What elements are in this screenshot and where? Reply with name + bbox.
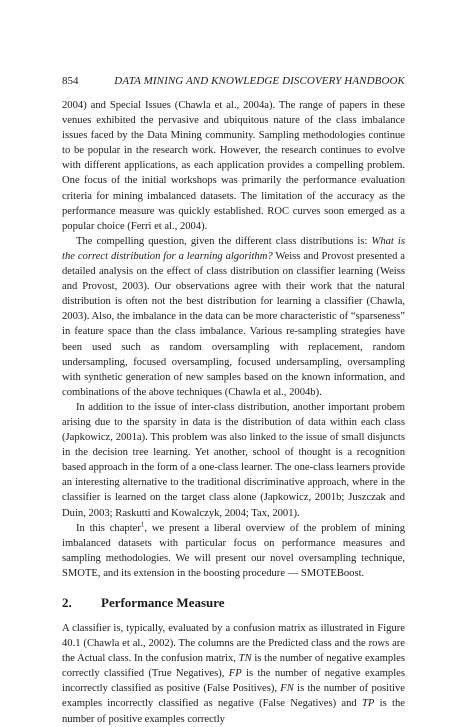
page-content (62, 74, 405, 727)
paragraph-2 (62, 234, 405, 400)
paragraph-2-lead: The compelling question, given the different class distributions is: (76, 235, 372, 247)
page-number: 854 (62, 75, 79, 87)
math-fn: FN (280, 683, 294, 695)
paragraph-2-rest: Weiss and Provost presented a detailed analysis on the effect of class distribution on classifier learning (Weiss and Provost, 2003). Our observations agree with their work that the natural distribution is often not the best distribution for learning a classifier (Chawla, 2003). Also, the imbalance in the data can be more characteristic of “sparseness” in feature space than the class imbalance. Various re-sampling strategies have been used such as random oversampling with replacement, random undersampling, focused oversampling, focused undersampling, oversampling with synthetic generation of new samples based on the known information, and combinations of the above techniques (Chawla et al., 2004b). (62, 250, 406, 398)
section-paragraph-text-c: is the number of negative examples incorrectly classified as positive (False Positives), (62, 668, 405, 695)
section-title: Performance Measure (101, 595, 225, 610)
section-number: 2. (62, 595, 72, 610)
math-tp: TP (362, 698, 375, 710)
section-paragraph (62, 621, 405, 727)
paragraph-3: In addition to the issue of inter-class distribution, another important probem arising due to the sparsity in data is the distribution of data within each class (Japkowicz, 2001a). This problem was also linked to the issue of small disjuncts in the decision tree learning. Yet another, school of thought is a recognition based approach in the form of a one-class learner. The one-class learners provide an interesting alternative to the traditional discriminative approach, where in the classifier is learned on the target class alone (Japkowicz, 2001b; Juszczak and Duin, 2003; Raskutti and Kowalczyk, 2004; Tax, 2001). (62, 401, 405, 519)
section-paragraph-text-b: is the number of negative examples correctly classified (True Negatives), (62, 653, 405, 680)
paragraph-4 (62, 521, 405, 581)
running-header (62, 74, 405, 88)
paragraph-1: 2004) and Special Issues (Chawla et al., 2004a). The range of papers in these venues exhibited the pervasive and ubiquitous nature of the class imbalance issues faced by the Data Mining community. Sampling methodologies continue to be popular in the research work. However, the research continues to evolve with different applications, as each application provides a compelling problem. One focus of the initial workshops was primarily the performance evaluation criteria for mining imbalanced datasets. The limitation of the accuracy as the performance measure was quickly established. ROC curves soon emerged as a popular choice (Ferri et al., 2004). (62, 100, 405, 232)
section-heading (62, 595, 405, 611)
paragraph-4-rest: , we present a liberal overview of the problem of mining imbalanced datasets with particular focus on performance measures and sampling methodologies. We will present our novel oversampling technique, SMOTE, and its extension in the boosting procedure — SMOTEBoost. (62, 522, 405, 579)
footnote-marker: 1 (140, 520, 145, 529)
section-paragraph-text-e: is the number of positive examples correctly (62, 698, 405, 725)
math-fp: FP (228, 668, 242, 680)
math-tn: TN (238, 653, 252, 665)
running-title: DATA MINING AND KNOWLEDGE DISCOVERY HANDBOOK (114, 75, 405, 87)
paragraph-2-question: What is the correct distribution for a learning algorithm? (62, 235, 405, 262)
paragraph-4-lead: In this chapter (76, 522, 141, 534)
section-paragraph-text-d: is the number of positive examples incorrectly classified as negative (False Negatives) and (62, 683, 405, 710)
section-paragraph-text-a: A classifier is, typically, evaluated by a confusion matrix as illustrated in Figure 40.1 (Chawla et al., 2002). The columns are the Predicted class and the rows are the Actual class. In the confusion matrix, (62, 623, 405, 665)
